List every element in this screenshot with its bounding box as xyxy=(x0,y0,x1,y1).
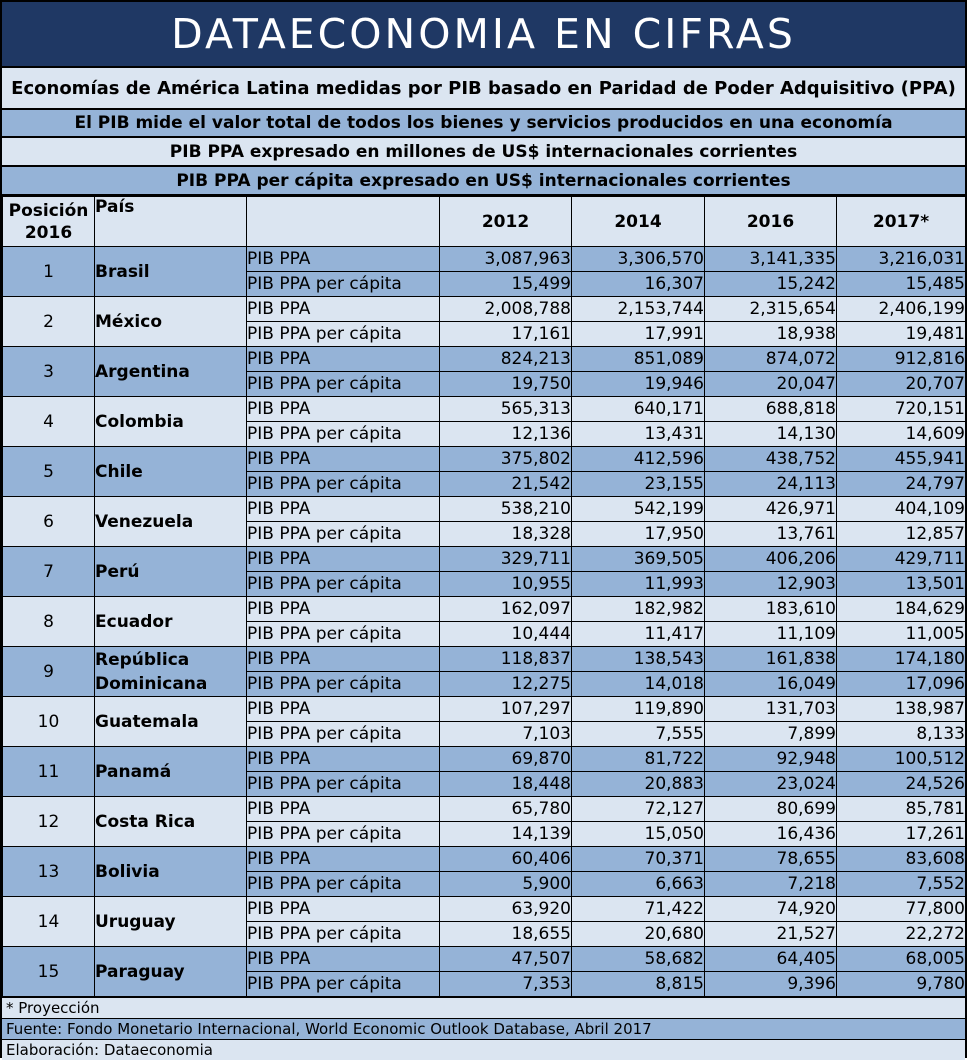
value-cell: 17,161 xyxy=(440,322,572,347)
metric-label-cell: PIB PPA per cápita xyxy=(247,572,440,597)
country-cell: Venezuela xyxy=(95,497,247,547)
value-cell: 20,680 xyxy=(572,922,705,947)
position-cell: 1 xyxy=(3,247,95,297)
table-row xyxy=(3,297,966,322)
value-cell: 23,024 xyxy=(705,772,837,797)
value-cell: 7,218 xyxy=(705,872,837,897)
value-cell: 9,780 xyxy=(837,972,966,997)
value-cell: 138,543 xyxy=(572,647,705,672)
value-cell: 7,353 xyxy=(440,972,572,997)
header-year-2014: 2014 xyxy=(572,197,705,247)
metric-label-cell: PIB PPA per cápita xyxy=(247,422,440,447)
value-cell: 47,507 xyxy=(440,947,572,972)
country-cell: Paraguay xyxy=(95,947,247,997)
table-row xyxy=(3,697,966,722)
value-cell: 6,663 xyxy=(572,872,705,897)
table-row xyxy=(3,797,966,822)
footnote-source: Fuente: Fondo Monetario Internacional, World Economic Outlook Database, Abril 2017 xyxy=(2,1018,965,1039)
value-cell: 13,431 xyxy=(572,422,705,447)
metric-label-cell: PIB PPA per cápita xyxy=(247,522,440,547)
value-cell: 119,890 xyxy=(572,697,705,722)
value-cell: 824,213 xyxy=(440,347,572,372)
position-cell: 8 xyxy=(3,597,95,647)
value-cell: 13,501 xyxy=(837,572,966,597)
metric-label-cell: PIB PPA per cápita xyxy=(247,922,440,947)
position-cell: 15 xyxy=(3,947,95,997)
table-row xyxy=(3,247,966,272)
position-cell: 12 xyxy=(3,797,95,847)
header-country: País xyxy=(95,197,247,247)
header-position-year: 2016 xyxy=(24,222,73,243)
metric-label-cell: PIB PPA per cápita xyxy=(247,322,440,347)
header-year-2017: 2017* xyxy=(837,197,966,247)
position-cell: 6 xyxy=(3,497,95,547)
value-cell: 3,087,963 xyxy=(440,247,572,272)
value-cell: 162,097 xyxy=(440,597,572,622)
value-cell: 3,306,570 xyxy=(572,247,705,272)
country-cell: Guatemala xyxy=(95,697,247,747)
table-body xyxy=(3,247,966,997)
value-cell: 63,920 xyxy=(440,897,572,922)
metric-label-cell: PIB PPA xyxy=(247,897,440,922)
value-cell: 8,133 xyxy=(837,722,966,747)
value-cell: 16,049 xyxy=(705,672,837,697)
value-cell: 24,113 xyxy=(705,472,837,497)
value-cell: 24,526 xyxy=(837,772,966,797)
footnote-projection: * Proyección xyxy=(2,997,965,1018)
metric-label-cell: PIB PPA xyxy=(247,397,440,422)
metric-label-cell: PIB PPA xyxy=(247,697,440,722)
value-cell: 182,982 xyxy=(572,597,705,622)
position-cell: 3 xyxy=(3,347,95,397)
value-cell: 17,261 xyxy=(837,822,966,847)
value-cell: 11,109 xyxy=(705,622,837,647)
metric-label-cell: PIB PPA xyxy=(247,497,440,522)
table-row xyxy=(3,747,966,772)
value-cell: 83,608 xyxy=(837,847,966,872)
metric-label-cell: PIB PPA xyxy=(247,647,440,672)
value-cell: 85,781 xyxy=(837,797,966,822)
value-cell: 15,499 xyxy=(440,272,572,297)
value-cell: 851,089 xyxy=(572,347,705,372)
banner-title: DATAECONOMIA EN CIFRAS xyxy=(2,2,965,68)
metric-label-cell: PIB PPA xyxy=(247,247,440,272)
position-cell: 2 xyxy=(3,297,95,347)
table-row xyxy=(3,447,966,472)
value-cell: 92,948 xyxy=(705,747,837,772)
table-row xyxy=(3,897,966,922)
value-cell: 64,405 xyxy=(705,947,837,972)
value-cell: 912,816 xyxy=(837,347,966,372)
value-cell: 23,155 xyxy=(572,472,705,497)
header-metric xyxy=(247,197,440,247)
value-cell: 7,103 xyxy=(440,722,572,747)
table-header-row xyxy=(3,197,966,247)
value-cell: 15,242 xyxy=(705,272,837,297)
value-cell: 455,941 xyxy=(837,447,966,472)
value-cell: 65,780 xyxy=(440,797,572,822)
value-cell: 874,072 xyxy=(705,347,837,372)
value-cell: 15,485 xyxy=(837,272,966,297)
metric-label-cell: PIB PPA per cápita xyxy=(247,972,440,997)
header-year-2016: 2016 xyxy=(705,197,837,247)
value-cell: 14,609 xyxy=(837,422,966,447)
value-cell: 131,703 xyxy=(705,697,837,722)
metric-label-cell: PIB PPA per cápita xyxy=(247,472,440,497)
value-cell: 640,171 xyxy=(572,397,705,422)
metric-label-cell: PIB PPA per cápita xyxy=(247,872,440,897)
country-cell: Bolivia xyxy=(95,847,247,897)
value-cell: 2,406,199 xyxy=(837,297,966,322)
metric-label-cell: PIB PPA xyxy=(247,347,440,372)
country-cell: Chile xyxy=(95,447,247,497)
country-cell: Colombia xyxy=(95,397,247,447)
value-cell: 9,396 xyxy=(705,972,837,997)
value-cell: 542,199 xyxy=(572,497,705,522)
value-cell: 78,655 xyxy=(705,847,837,872)
value-cell: 81,722 xyxy=(572,747,705,772)
value-cell: 375,802 xyxy=(440,447,572,472)
value-cell: 58,682 xyxy=(572,947,705,972)
value-cell: 72,127 xyxy=(572,797,705,822)
position-cell: 11 xyxy=(3,747,95,797)
value-cell: 8,815 xyxy=(572,972,705,997)
value-cell: 3,141,335 xyxy=(705,247,837,272)
value-cell: 2,315,654 xyxy=(705,297,837,322)
value-cell: 20,883 xyxy=(572,772,705,797)
value-cell: 70,371 xyxy=(572,847,705,872)
value-cell: 80,699 xyxy=(705,797,837,822)
value-cell: 13,761 xyxy=(705,522,837,547)
value-cell: 7,552 xyxy=(837,872,966,897)
table-row xyxy=(3,597,966,622)
position-cell: 4 xyxy=(3,397,95,447)
metric-label-cell: PIB PPA xyxy=(247,797,440,822)
value-cell: 12,275 xyxy=(440,672,572,697)
metric-label-cell: PIB PPA per cápita xyxy=(247,722,440,747)
value-cell: 107,297 xyxy=(440,697,572,722)
table-row xyxy=(3,347,966,372)
country-cell: República Dominicana xyxy=(95,647,247,697)
value-cell: 14,139 xyxy=(440,822,572,847)
value-cell: 2,008,788 xyxy=(440,297,572,322)
metric-label-cell: PIB PPA per cápita xyxy=(247,622,440,647)
value-cell: 429,711 xyxy=(837,547,966,572)
value-cell: 565,313 xyxy=(440,397,572,422)
value-cell: 68,005 xyxy=(837,947,966,972)
value-cell: 10,955 xyxy=(440,572,572,597)
value-cell: 12,857 xyxy=(837,522,966,547)
value-cell: 2,153,744 xyxy=(572,297,705,322)
metric-label-cell: PIB PPA per cápita xyxy=(247,772,440,797)
country-cell: Perú xyxy=(95,547,247,597)
country-cell: Uruguay xyxy=(95,897,247,947)
header-position xyxy=(3,197,95,247)
subtitle: Economías de América Latina medidas por PIB basado en Paridad de Poder Adquisitivo (PPA) xyxy=(2,68,965,110)
value-cell: 17,991 xyxy=(572,322,705,347)
value-cell: 20,047 xyxy=(705,372,837,397)
value-cell: 183,610 xyxy=(705,597,837,622)
position-cell: 10 xyxy=(3,697,95,747)
value-cell: 11,993 xyxy=(572,572,705,597)
value-cell: 329,711 xyxy=(440,547,572,572)
metric-label-cell: PIB PPA per cápita xyxy=(247,672,440,697)
position-cell: 13 xyxy=(3,847,95,897)
country-cell: Argentina xyxy=(95,347,247,397)
metric-label-cell: PIB PPA per cápita xyxy=(247,372,440,397)
metric-label-cell: PIB PPA per cápita xyxy=(247,822,440,847)
note-pib-definition: El PIB mide el valor total de todos los bienes y servicios producidos en una economía xyxy=(2,110,965,138)
footnote-author: Elaboración: Dataeconomia xyxy=(2,1039,965,1060)
value-cell: 538,210 xyxy=(440,497,572,522)
value-cell: 18,938 xyxy=(705,322,837,347)
value-cell: 21,542 xyxy=(440,472,572,497)
value-cell: 20,707 xyxy=(837,372,966,397)
country-cell: Panamá xyxy=(95,747,247,797)
country-cell: Costa Rica xyxy=(95,797,247,847)
value-cell: 17,096 xyxy=(837,672,966,697)
metric-label-cell: PIB PPA xyxy=(247,947,440,972)
value-cell: 16,307 xyxy=(572,272,705,297)
header-position-label: Posición xyxy=(8,200,89,221)
table-row xyxy=(3,947,966,972)
value-cell: 138,987 xyxy=(837,697,966,722)
value-cell: 12,903 xyxy=(705,572,837,597)
value-cell: 24,797 xyxy=(837,472,966,497)
table-row xyxy=(3,547,966,572)
value-cell: 16,436 xyxy=(705,822,837,847)
value-cell: 22,272 xyxy=(837,922,966,947)
metric-label-cell: PIB PPA xyxy=(247,847,440,872)
header-year-2012: 2012 xyxy=(440,197,572,247)
metric-label-cell: PIB PPA xyxy=(247,747,440,772)
value-cell: 7,555 xyxy=(572,722,705,747)
value-cell: 412,596 xyxy=(572,447,705,472)
value-cell: 60,406 xyxy=(440,847,572,872)
value-cell: 74,920 xyxy=(705,897,837,922)
value-cell: 18,655 xyxy=(440,922,572,947)
position-cell: 14 xyxy=(3,897,95,947)
value-cell: 17,950 xyxy=(572,522,705,547)
note-per-capita-units: PIB PPA per cápita expresado en US$ internacionales corrientes xyxy=(2,167,965,196)
value-cell: 5,900 xyxy=(440,872,572,897)
value-cell: 100,512 xyxy=(837,747,966,772)
metric-label-cell: PIB PPA per cápita xyxy=(247,272,440,297)
table-row xyxy=(3,397,966,422)
value-cell: 11,005 xyxy=(837,622,966,647)
metric-label-cell: PIB PPA xyxy=(247,597,440,622)
value-cell: 18,448 xyxy=(440,772,572,797)
value-cell: 12,136 xyxy=(440,422,572,447)
value-cell: 7,899 xyxy=(705,722,837,747)
table-row xyxy=(3,647,966,672)
value-cell: 71,422 xyxy=(572,897,705,922)
value-cell: 14,130 xyxy=(705,422,837,447)
value-cell: 21,527 xyxy=(705,922,837,947)
value-cell: 19,481 xyxy=(837,322,966,347)
value-cell: 406,206 xyxy=(705,547,837,572)
value-cell: 118,837 xyxy=(440,647,572,672)
value-cell: 438,752 xyxy=(705,447,837,472)
metric-label-cell: PIB PPA xyxy=(247,447,440,472)
value-cell: 14,018 xyxy=(572,672,705,697)
value-cell: 19,750 xyxy=(440,372,572,397)
value-cell: 688,818 xyxy=(705,397,837,422)
country-cell: México xyxy=(95,297,247,347)
value-cell: 10,444 xyxy=(440,622,572,647)
value-cell: 404,109 xyxy=(837,497,966,522)
metric-label-cell: PIB PPA xyxy=(247,547,440,572)
value-cell: 174,180 xyxy=(837,647,966,672)
value-cell: 369,505 xyxy=(572,547,705,572)
position-cell: 7 xyxy=(3,547,95,597)
table-row xyxy=(3,497,966,522)
value-cell: 161,838 xyxy=(705,647,837,672)
value-cell: 426,971 xyxy=(705,497,837,522)
position-cell: 9 xyxy=(3,647,95,697)
note-pib-units: PIB PPA expresado en millones de US$ internacionales corrientes xyxy=(2,138,965,167)
value-cell: 18,328 xyxy=(440,522,572,547)
country-cell: Brasil xyxy=(95,247,247,297)
gdp-table xyxy=(2,196,966,997)
value-cell: 77,800 xyxy=(837,897,966,922)
value-cell: 15,050 xyxy=(572,822,705,847)
value-cell: 3,216,031 xyxy=(837,247,966,272)
value-cell: 11,417 xyxy=(572,622,705,647)
value-cell: 720,151 xyxy=(837,397,966,422)
position-cell: 5 xyxy=(3,447,95,497)
table-row xyxy=(3,847,966,872)
value-cell: 19,946 xyxy=(572,372,705,397)
metric-label-cell: PIB PPA xyxy=(247,297,440,322)
country-cell: Ecuador xyxy=(95,597,247,647)
value-cell: 184,629 xyxy=(837,597,966,622)
value-cell: 69,870 xyxy=(440,747,572,772)
